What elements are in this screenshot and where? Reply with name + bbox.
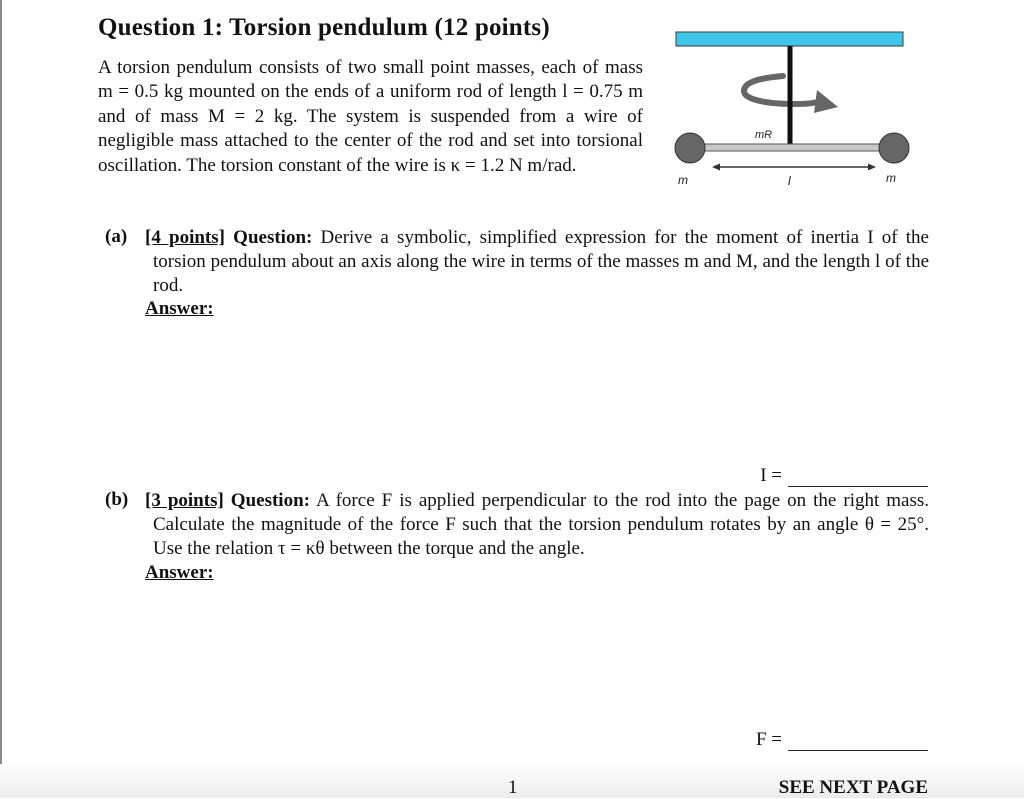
length-arrowhead-right	[868, 164, 876, 171]
part-b-question	[145, 489, 929, 562]
label-mass-rod: mR	[755, 129, 773, 141]
part-b-result-label: F =	[755, 729, 782, 750]
rod	[704, 144, 882, 151]
length-arrowhead-left	[712, 164, 720, 171]
part-b-points: [3 points]	[145, 490, 224, 511]
ceiling-bar	[676, 32, 903, 46]
part-a-answer-label: Answer:	[145, 298, 214, 319]
part-b-question-label: Question:	[230, 490, 310, 511]
label-mass-right: m	[886, 171, 896, 185]
question-intro: A torsion pendulum consists of two small point masses, each of mass m = 0.5 kg mounted on the ends of a uniform rod of length l = 0.75 m and of mass M = 2 kg. The system is suspended from a wire of negligible mass attached to the center of the rod and set into torsional oscillation. The torsion constant of the wire is κ = 1.2 N m/rad.	[98, 57, 643, 176]
question-title: Question 1: Torsion pendulum (12 points)	[98, 14, 550, 41]
part-b-text: A force F is applied perpendicular to the rod into the page on the right mass. Calculate the magnitude of the force F such that the torsion pendulum rotates by an angle θ = 25°. Use the relation τ = κθ between the torque and the angle.	[153, 490, 929, 560]
part-a-points: [4 points]	[145, 227, 225, 248]
see-next-page: SEE NEXT PAGE	[778, 777, 928, 798]
torsion-pendulum-diagram	[660, 20, 920, 200]
part-a-answer-blank[interactable]	[788, 468, 928, 487]
part-a-text: Derive a symbolic, simplified expression for the moment of inertia I of the torsion pendulum about an axis along the wire in terms of the masses m and M, and the length l of the rod.	[153, 227, 929, 297]
page-number: 1	[508, 777, 518, 798]
part-b-result	[756, 729, 928, 751]
part-a-label: (a)	[105, 226, 128, 247]
part-a-result-label: I =	[760, 465, 782, 486]
right-mass	[879, 133, 909, 163]
part-b-label: (b)	[105, 489, 129, 510]
label-length: l	[788, 174, 791, 188]
left-mass	[675, 133, 705, 163]
part-b-answer-blank[interactable]	[788, 732, 928, 751]
rotation-arrowhead	[814, 90, 838, 113]
part-a-result	[760, 465, 928, 487]
part-a-question-label: Question:	[233, 227, 313, 248]
page-left-border	[0, 0, 2, 798]
part-b-answer-label: Answer:	[145, 562, 214, 583]
part-a-question	[145, 226, 929, 299]
label-mass-left: m	[678, 173, 688, 187]
